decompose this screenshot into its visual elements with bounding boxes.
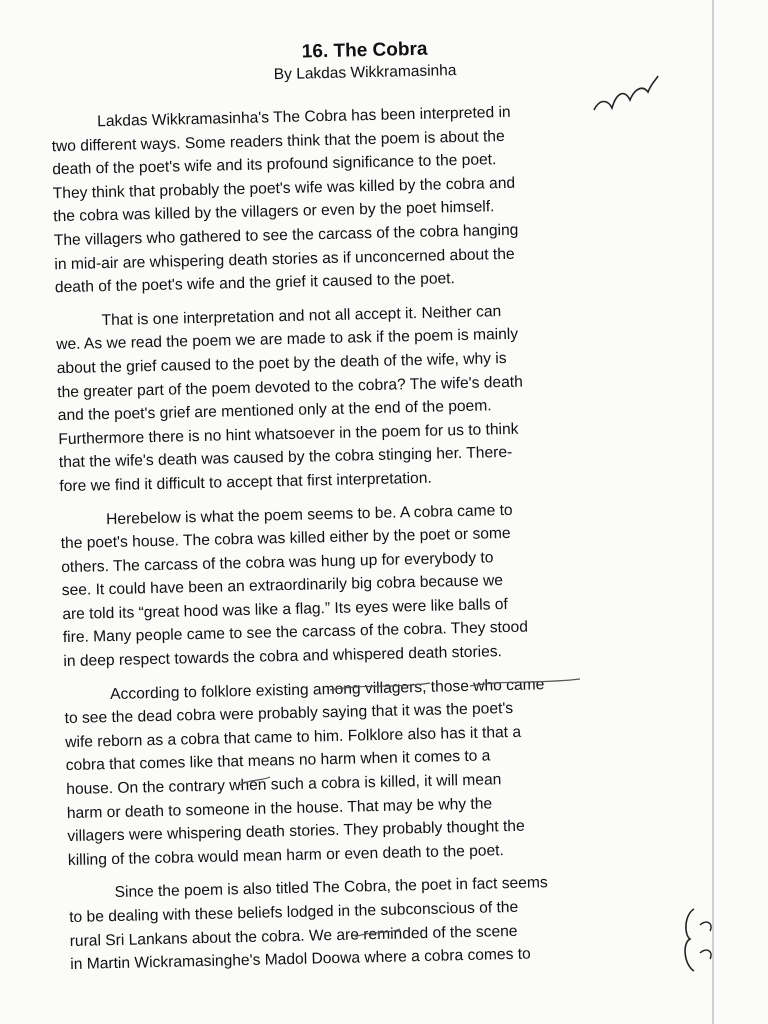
paragraph-line: They think that probably the poet's wife was killed by the cobra and bbox=[52, 174, 516, 203]
paragraph-line: others. The carcass of the cobra was hung up for everybody to bbox=[61, 549, 494, 576]
paragraph-line: rural Sri Lankans about the cobra. We are reminded of the scene bbox=[69, 922, 518, 950]
paragraph-line: that the wife's death was caused by the cobra stinging her. There- bbox=[58, 444, 513, 472]
paragraph-line: to be dealing with these beliefs lodged in the subconscious of the bbox=[69, 898, 519, 927]
paragraph-line: Herebelow is what the poem seems to be. A cobra came to bbox=[105, 501, 513, 528]
paragraph-line: killing of the cobra would mean harm or even death to the poet. bbox=[67, 841, 505, 869]
paragraph-line: fire. Many people came to see the carcass of the cobra. They stood bbox=[62, 619, 529, 647]
paragraph-line: Furthermore there is no hint whatsoever in the poem for us to think bbox=[58, 420, 519, 448]
paragraph-line: in Martin Wickramasinghe's Madol Doowa where a cobra comes to bbox=[70, 945, 531, 974]
paragraph-line: villagers were whispering death stories. They probably thought the bbox=[67, 817, 525, 846]
author-line: By Lakdas Wikkramasinha bbox=[273, 62, 457, 84]
paragraph-line: According to folklore existing among villagers, those who came bbox=[109, 675, 545, 703]
paragraph-line: house. On the contrary when such a cobra is killed, it will mean bbox=[66, 771, 502, 799]
page-title: 16. The Cobra bbox=[301, 38, 428, 63]
paragraph-line: That is one interpretation and not all accept it. Neither can bbox=[101, 302, 502, 329]
paragraph-line: Lakdas Wikkramasinha's The Cobra has been interpreted in bbox=[96, 103, 511, 131]
paragraph-line: wife reborn as a cobra that came to him. Folklore also has it that a bbox=[65, 723, 522, 751]
paragraph-line: death of the poet's wife and the grief it caused to the poet. bbox=[54, 270, 456, 297]
paragraph-line: see. It could have been an extraordinarily big cobra because we bbox=[61, 572, 504, 600]
paragraph-line: cobra that comes like that means no harm when it comes to a bbox=[65, 747, 491, 775]
paragraph-line: to see the dead cobra were probably saying that it was the poet's bbox=[64, 700, 514, 728]
paragraph-line: we. As we read the poem we are made to ask if the poem is mainly bbox=[56, 326, 519, 354]
paragraph-line: death of the poet's wife and its profound significance to the poet. bbox=[52, 151, 497, 179]
paragraph-line: fore we find it difficult to accept that first interpretation. bbox=[59, 469, 432, 496]
paragraph-line: in mid-air are whispering death stories as if unconcerned about the bbox=[54, 245, 515, 273]
paragraph-line: Since the poem is also titled The Cobra, the poet in fact seems bbox=[114, 874, 548, 902]
paragraph-line: two different ways. Some readers think that the poem is about the bbox=[51, 127, 505, 155]
paragraph-line: The villagers who gathered to see the carcass of the cobra hanging bbox=[53, 221, 519, 250]
paragraph-line: about the grief caused to the poet by the death of the wife, why is bbox=[56, 349, 507, 378]
paragraph-line: the poet's house. The cobra was killed either by the poet or some bbox=[60, 525, 511, 553]
paragraph-line: the greater part of the poem devoted to the cobra? The wife's death bbox=[57, 373, 523, 401]
paragraph-line: in deep respect towards the cobra and whispered death stories. bbox=[63, 643, 503, 671]
paragraph-line: harm or death to someone in the house. That may be why the bbox=[66, 795, 493, 822]
paragraph-line: the cobra was killed by the villagers or even by the poet himself. bbox=[53, 198, 495, 226]
paragraph-line: are told its “great hood was like a flag.” Its eyes were like balls of bbox=[62, 595, 508, 623]
paragraph-line: and the poet's grief are mentioned only at the end of the poem. bbox=[57, 397, 492, 425]
